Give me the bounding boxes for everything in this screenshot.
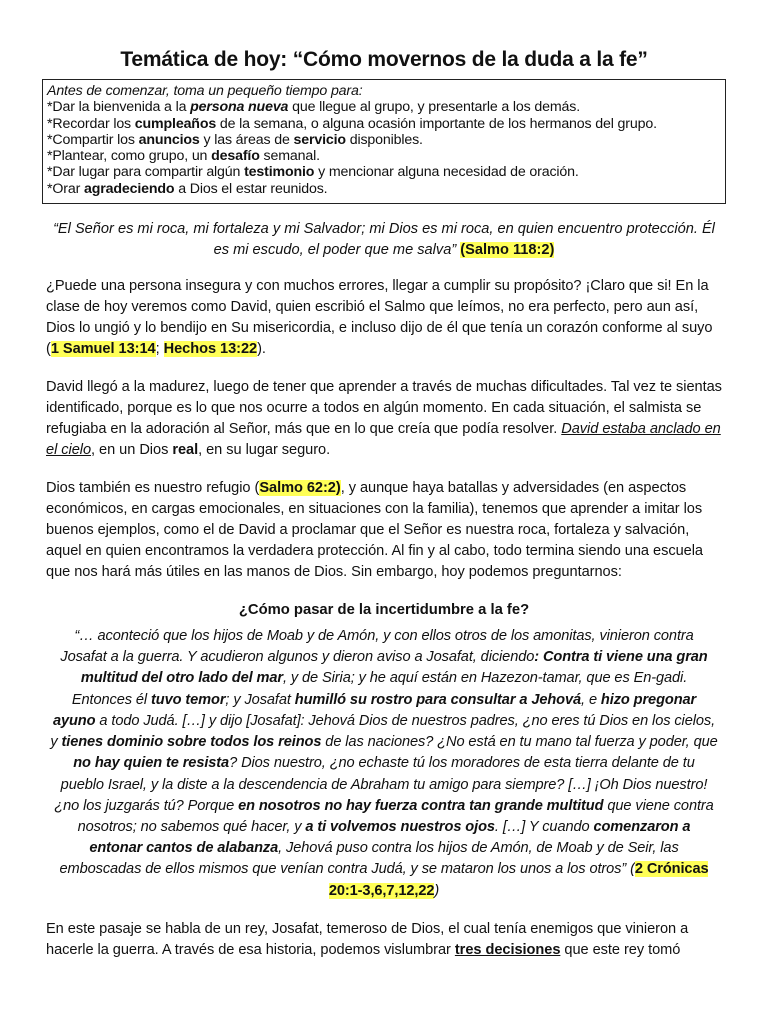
instruction-line-announcements: *Compartir los anuncios y las áreas de servicio disponibles. — [47, 131, 423, 148]
underlined-phrase: tres decisiones — [454, 941, 561, 958]
instruction-line-welcome: *Dar la bienvenida a la persona nueva que llegue al grupo, y presentarle a los demás. — [47, 99, 581, 116]
bible-reference: Hechos 13:22 — [163, 341, 258, 358]
paragraph-1: ¿Puede una persona insegura y con muchos errores, llegar a cumplir su propósito? ¡Claro que si! En la clase de hoy veremos como David, quien escribió el Salmo que leímos, no era perfecto, pero aun así, Dios lo ungió y lo bendijo en Su misericordia, e incluso dijo de él que tenía un corazón conforme al suyo (1 Samuel 13:14; Hechos 13:22). — [46, 278, 713, 358]
instruction-line-challenge: *Plantear, como grupo, un desafío semanal. — [47, 148, 320, 165]
paragraph-2: David llegó a la madurez, luego de tener que aprender a través de muchas dificultades. Tal vez te sientas identificado, porque es lo que nos ocurre a todos en algún momento. En cada situación, el salmista se refugiaba en la adoración al Señor, más que en lo que creía que podía resolver. David estaba anclado en el cielo, en un Dios real, en su lugar seguro. — [46, 379, 722, 459]
instruction-line-pray: *Orar agradeciendo a Dios el estar reunidos. — [47, 180, 328, 197]
bible-reference: 2 Crónicas 20:1-3,6,7,12,22 — [328, 861, 709, 899]
bible-reference: 1 Samuel 13:14 — [50, 341, 156, 358]
page-title: Temática de hoy: “Cómo movernos de la duda a la fe” — [120, 48, 648, 71]
instruction-line-birthdays: *Recordar los cumpleaños de la semana, o alguna ocasión importante de los hermanos del grupo. — [47, 115, 657, 132]
instruction-line-testimony: *Dar lugar para compartir algún testimonio y mencionar alguna necesidad de oración. — [47, 164, 579, 181]
bible-reference: (Salmo 118:2) — [460, 242, 555, 259]
underlined-phrase: David estaba anclado en el cielo — [46, 421, 721, 459]
opening-quote: “El Señor es mi roca, mi fortaleza y mi Salvador; mi Dios es mi roca, en quien encuentro protección. Él es mi escudo, el poder que me salva” (Salmo 118:2) — [53, 221, 715, 259]
section-heading: ¿Cómo pasar de la incertidumbre a la fe? — [238, 602, 530, 619]
bible-reference: Salmo 62:2) — [259, 480, 341, 497]
paragraph-4: En este pasaje se habla de un rey, Josafat, temeroso de Dios, el cual tenía enemigos que vinieron a hacerle la guerra. A través de esa historia, podemos vislumbrar tres decisiones que este rey tomó — [46, 920, 689, 958]
instructions-box — [42, 79, 726, 204]
instructions-intro: Antes de comenzar, toma un pequeño tiempo para: — [47, 83, 363, 99]
scripture-passage: “… aconteció que los hijos de Moab y de Amón, y con ellos otros de los amonitas, vinieron contra Josafat a la guerra. Y acudieron algunos y dieron aviso a Josafat, diciendo: Contra ti viene una gran multitud del otro lado del mar, y de Siria; y he aquí están en Hazezon-tamar, que es En-gadi. Entonces él tuvo temor; y Josafat humilló su rostro para consultar a Jehová, e hizo pregonar ayuno a todo Judá. […] y dijo [Josafat]: Jehová Dios de nuestros padres, ¿no eres tú Dios en los cielos, y tienes dominio sobre todos los reinos de las naciones? ¿No está en tu mano tal fuerza y poder, que no hay quien te resista? Dios nuestro, ¿no echaste tú los moradores de esta tierra delante de tu pueblo Israel, y la diste a la descendencia de Abraham tu amigo para siempre? […] ¡Oh Dios nuestro! ¿no los juzgarás tú? Porque en nosotros no hay fuerza contra tan grande multitud que viene contra nosotros; no sabemos qué hacer, y a ti volvemos nuestros ojos. […] Y cuando comenzaron a entonar cantos de alabanza, Jehová puso contra los hijos de Amón, de Moab y de Seir, las emboscadas de ellos mismos que venían contra Judá, y se mataron los unos a los otros” (2 Crónicas 20:1-3,6,7,12,22) — [50, 628, 718, 899]
paragraph-3: Dios también es nuestro refugio (Salmo 62:2), y aunque haya batallas y adversidades (en aspectos económicos, en cargas emocionales, en situaciones con la familia), tenemos que aprender a imitar los buenos ejemplos, como el de David a proclamar que el Señor es nuestra roca, fortaleza y salvación, aquel en quien encontramos la verdadera protección. Al fin y al cabo, todo termina siendo una escuela que nos hará más útiles en las manos de Dios. Sin embargo, hoy podemos preguntarnos: — [46, 480, 703, 581]
